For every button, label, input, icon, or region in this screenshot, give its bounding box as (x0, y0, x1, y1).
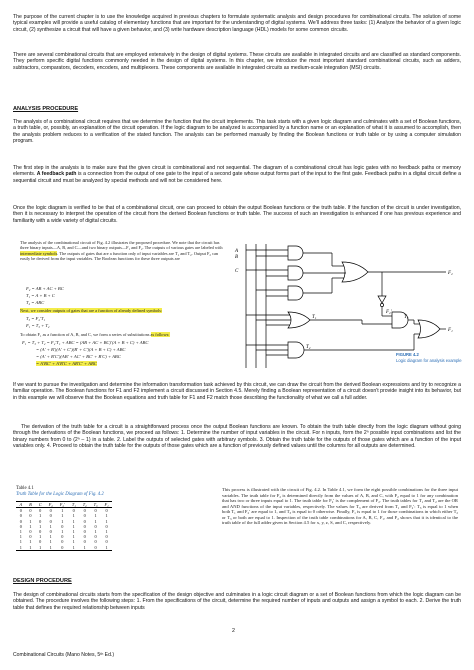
table-cell: 1 (94, 529, 97, 535)
analysis-paragraph-5: The derivation of the truth table for a circuit is a straightforward process once the output Boolean functions are known. To obtain the truth table directly from the logic diagram without going through the derivations of the Boolean functions, we proceed as follows: 1. Determine the number of input variables in the circuit. For n inputs, form the 2ⁿ possible input combinations and list the binary numbers from 0 to (2ⁿ – 1) in a table. 2. Label the outputs of selected gates with arbitrary symbols. 3. Obtain the truth table for the outputs of those gates which are a function of the input variables only. 4. Proceed to obtain the truth table for the outputs of those gates which are a function of previously defined values until the columns for all outputs are determined. (13, 424, 461, 450)
label-t3: T₃ (404, 315, 409, 320)
logic-diagram (232, 236, 462, 386)
table-cell: 0 (19, 523, 22, 529)
analysis-paragraph-3: Once the logic diagram is verified to be that of a combinational circuit, one can proceed to obtain the output Boolean functions or the truth table. If the function of the circuit is under investigation, then it is necessary to interpret the operation of the circuit from the derived Boolean functions or truth table. The success of such an investigation is enhanced if one has previous experience and familiarity with a wide variety of digital circuits. (13, 205, 461, 224)
table-cell: 0 (72, 508, 75, 514)
next-text: Next, we consider outputs of gates that are a function of already defined symbols: (20, 308, 163, 313)
table-cell: 1 (29, 518, 32, 524)
table-cell: 1 (105, 513, 108, 519)
table-cell: 1 (19, 539, 22, 545)
label-a: A (235, 249, 239, 254)
table-cell: 1 (16, 545, 26, 551)
table-cell: 1 (26, 545, 36, 551)
equation-f1: F₁ = T₃ + T₂ (26, 323, 50, 328)
table-cell: 1 (72, 534, 75, 540)
table-cell: 1 (61, 518, 64, 524)
table-cell: 1 (49, 523, 52, 529)
analysis-paragraph-1: The analysis of a combinational circuit requires that we determine the function that the circuit implements. This task starts with a given logic diagram and culminates with a set of Boolean functions, a truth table, or, possibly, an explanation of the circuit operation. If the logic diagram to be analyzed is accompanied by a function name or an explanation of what it is assumed to accomplish, then the analysis problem reduces to a verification of the stated function. The analysis can be performed manually by finding the Boolean functions or truth table or by using a computer simulation program. (13, 119, 461, 145)
table-cell: 0 (39, 539, 42, 545)
table-cell: 0 (94, 539, 97, 545)
table-cell: 0 (94, 534, 97, 540)
substitution-line-2: = (A′ + B′)(A′ + C′)(B′ + C′)(A + B + C) + ABC (36, 347, 126, 352)
table-cell: 1 (72, 539, 75, 545)
table-cell: 0 (19, 508, 22, 514)
table-cell: 0 (39, 529, 42, 535)
intro-paragraph: The purpose of the current chapter is to use the knowledge acquired in previous chapters to formulate systematic analysis and design procedures for combinational circuits. The solution of some typical examples will provide a useful catalog of elementary functions that are important for the understanding of digital systems. We'll address three tasks: (1) Analyze the behavior of a given logic circuit, (2) synthesize a circuit that will have a given behavior, and (3) write hardware description language (HDL) models for some common circuits. (13, 14, 461, 33)
table-cell: 0 (105, 523, 108, 529)
table-cell: 0 (49, 518, 52, 524)
table-cell: 0 (94, 508, 97, 514)
table-cell: 0 (49, 513, 52, 519)
table-cell: 1 (105, 518, 108, 524)
table-cell: 1 (45, 545, 56, 551)
table-cell: 1 (39, 513, 42, 519)
table-header-cell: A (16, 502, 26, 508)
analysis-paragraph-4: If we want to pursue the investigation and determine the information transformation task achieved by this circuit, we can draw the circuit from the derived Boolean expressions and try to recognize a familiar operation. The Boolean functions for F1 and F2 implement a circuit discussed in Section 4.5. Merely finding a Boolean representation of a circuit doesn't provide insight into its behavior, but in this example we will observe that the Boolean equations and truth table for F1 and F2 match those describing the functionality of what we call a full adder. (13, 382, 461, 401)
table-header-cell: F₂′ (56, 502, 68, 508)
table-header-cell: F₁ (101, 502, 112, 508)
table-cell: 0 (83, 523, 86, 529)
table-cell: 1 (72, 518, 75, 524)
table-cell: 1 (72, 523, 75, 529)
table-label: Table 4.1 (16, 486, 34, 491)
table-cell: 0 (61, 523, 64, 529)
table-cell: 1 (19, 534, 22, 540)
design-paragraph: The design of combinational circuits starts from the specification of the design objective and culminates in a logic circuit diagram or a set of Boolean functions from which the logic diagram can be obtained. The procedure involves the following steps: 1. From the specifications of the circuit, determine the required number of inputs and outputs and assign a symbol to each. 2. Derive the truth table that defines the required relationship between inputs (13, 592, 461, 611)
table-header-cell: C (35, 502, 45, 508)
table-cell: 0 (83, 534, 86, 540)
table-cell: 0 (19, 518, 22, 524)
table-cell: 1 (49, 539, 52, 545)
table-cell: 1 (35, 545, 45, 551)
table-cell: 1 (101, 545, 112, 551)
table-cell: 1 (29, 539, 32, 545)
table-cell: 0 (105, 539, 108, 545)
table-cell: 1 (61, 529, 64, 535)
table-cell: 0 (29, 534, 32, 540)
analysis-paragraph-2: The first step in the analysis is to make sure that the given circuit is combinational and not sequential. The diagram of a combinational circuit has logic gates with no feedback paths or memory elements. A feedback path is a connection from the output of one gate to the input of a second gate whose output forms part of the input to the first gate. Feedback paths in a digital circuit define a sequential circuit and must be analyzed by special methods and will not be considered here. (13, 165, 461, 184)
table-row (16, 545, 112, 551)
table-cell: 1 (29, 523, 32, 529)
standard-components-paragraph: There are several combinational circuits that are employed extensively in the design of digital systems. These circuits are available in integrated circuits and are classified as standard components. They perform specific digital functions commonly needed in the design of digital systems. In this chapter, we introduce the most important standard combinational circuits, such as adders, subtractors, comparators, decoders, encoders, and multiplexers. These components are available in integrated circuits as medium-scale integration (MSI) circuits. (13, 52, 461, 71)
table-cell: 0 (105, 534, 108, 540)
table-cell: 1 (72, 529, 75, 535)
table-cell: 1 (61, 508, 64, 514)
label-t1: T₁ (312, 315, 317, 320)
footer-text: Combinational Circuits (Mano Notes, 5ᵗʰ Ed.) (13, 652, 115, 658)
table-explanation: This process is illustrated with the circuit of Fig. 4.2. In Table 4.1, we form the eight possible combinations for the three input variables. The truth table for F₂ is determined directly from the values of A, B, and C, with F₂ equal to 1 for any combination that has two or three inputs equal to 1. The truth table for F₂′ is the complement of F₂. The truth tables for T₁ and T₂ are the OR and AND functions of the input variables, respectively. The values for T₃ are derived from T₁ and F₂′: T₃ is equal to 1 when both T₁ and F₂′ are equal to 1, and T₃ is equal to 0 otherwise. Finally, F₁ is equal to 1 for those combinations in which either T₂ or T₃ or both are equal to 1. Inspection of the truth table combinations for A, B, C, F₁, and F₂ shows that it is identical to the truth table of the full adder given in Section 4.5 for x, y, z, S, and C, respectively. (222, 487, 458, 526)
design-heading: DESIGN PROCEDURE (13, 578, 72, 584)
substitution-line-1: F₁ = T₃ + T₂ = F₂′T₁ + ABC = (AB + AC + BC)′(A + B + C) + ABC (22, 340, 149, 345)
label-f2: F₂ (448, 271, 453, 276)
table-cell: 0 (49, 508, 52, 514)
table-cell: 0 (56, 545, 68, 551)
table-cell: 0 (29, 529, 32, 535)
table-cell: 1 (72, 513, 75, 519)
table-cell: 1 (39, 534, 42, 540)
table-cell: 0 (105, 508, 108, 514)
table-header-cell: F₂ (45, 502, 56, 508)
table-header-cell: B (26, 502, 36, 508)
table-cell: 1 (94, 513, 97, 519)
table-cell: 0 (90, 545, 101, 551)
table-header-cell: T₁ (68, 502, 79, 508)
table-cell: 1 (39, 523, 42, 529)
figure-caption-sub: Logic diagram for analysis example (396, 358, 462, 363)
substitution-text: To obtain F₁ as a function of A, B, and C, we form a series of substitutions as follows: (20, 332, 170, 337)
label-t2: T₂ (306, 345, 311, 350)
table-cell: 1 (68, 545, 79, 551)
table-cell: 0 (83, 513, 86, 519)
equation-t1: T₁ = A + B + C (26, 293, 55, 298)
table-cell: 1 (49, 534, 52, 540)
table-cell: 0 (61, 539, 64, 545)
table-cell: 1 (105, 529, 108, 535)
figure-intro-text: The analysis of the combinational circuit of Fig. 4.2 illustrates the proposed procedure. We note that the circuit has three binary inputs—A, B, and C—and two binary outputs—F₁ and F₂. The outputs of various gates are labeled with intermediate symbols. The outputs of gates that are a function only of input variables are T₁ and T₂. Output F₂ can easily be derived from the input variables. The Boolean functions for these three outputs are (20, 240, 223, 261)
page-number: 2 (232, 628, 235, 634)
table-cell: 0 (83, 529, 86, 535)
equation-t2: T₂ = ABC (26, 300, 45, 305)
substitution-line-4: = A′BC′ + A′B′C + AB′C′ + ABC (36, 361, 97, 366)
table-cell: 0 (83, 508, 86, 514)
equation-t3: T₃ = F₂′T₁ (26, 316, 46, 321)
table-cell: 1 (79, 545, 90, 551)
table-cell: 0 (61, 534, 64, 540)
label-b: B (235, 255, 239, 260)
table-title: Truth Table for the Logic Diagram of Fig. 4.2 (16, 492, 104, 497)
table-cell: 0 (49, 529, 52, 535)
table-cell: 0 (39, 518, 42, 524)
label-f1: F₁ (448, 328, 453, 333)
substitution-line-3: = (A′ + B′C′)(AB′ + AC′ + BC′ + B′C) + ABC (36, 354, 121, 359)
equation-f2: F₂ = AB + AC + BC (26, 286, 64, 291)
table-cell: 0 (29, 513, 32, 519)
table-cell: 0 (39, 508, 42, 514)
label-c: C (235, 269, 239, 274)
table-cell: 1 (19, 529, 22, 535)
table-cell: 1 (61, 513, 64, 519)
table-cell: 0 (29, 508, 32, 514)
table-cell: 0 (94, 523, 97, 529)
analysis-heading: ANALYSIS PROCEDURE (13, 106, 79, 112)
table-header-cell: T₃ (90, 502, 101, 508)
table-cell: 0 (19, 513, 22, 519)
table-cell: 1 (94, 518, 97, 524)
truth-table (16, 501, 112, 551)
table-cell: 0 (83, 518, 86, 524)
label-f2-prime: F₂′ (386, 310, 392, 315)
table-cell: 0 (83, 539, 86, 545)
table-header-cell: T₂ (79, 502, 90, 508)
figure-caption-title: FIGURE 4.2 (396, 352, 419, 357)
